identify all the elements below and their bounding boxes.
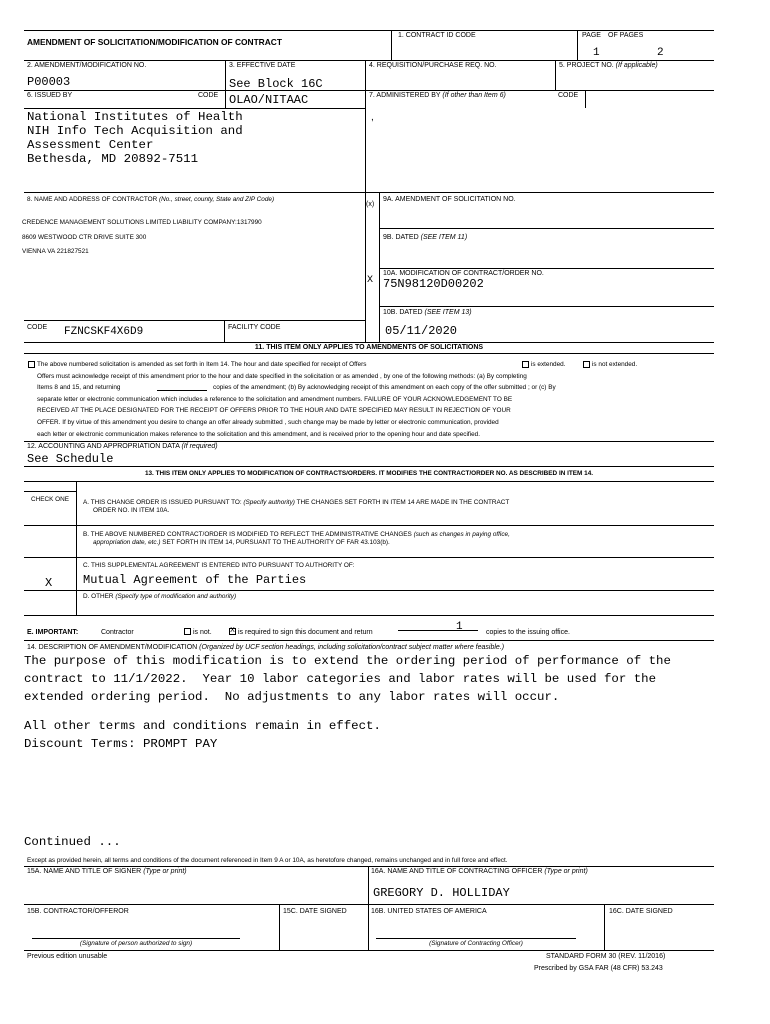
not-extended-checkbox[interactable]	[583, 361, 590, 368]
item-13d-line: D. OTHER (Specify type of modification and authority)	[83, 593, 237, 600]
contractor-name: CREDENCE MANAGEMENT SOLUTIONS LIMITED LIABILITY COMPANY:1317990	[22, 219, 262, 226]
item-13c-line: C. THIS SUPPLEMENTAL AGREEMENT IS ENTERED INTO PURSUANT TO AUTHORITY OF:	[83, 562, 355, 569]
is-not-label: is not.	[193, 629, 212, 636]
description-line	[24, 706, 671, 717]
item-11-line: separate letter or electronic communication which includes a reference to the solicitation and amendment numbers. FAILURE OF YOUR ACKNOWLEDGEMENT TO BE	[37, 396, 513, 403]
description-line: The purpose of this modification is to extend the ordering period of performance of the	[24, 654, 671, 668]
of-pages-label: OF PAGES	[608, 32, 644, 39]
item-11-line: Items 8 and 15, and returning	[37, 384, 121, 391]
item-12-label: 12. ACCOUNTING AND APPROPRIATION DATA (If required)	[27, 443, 218, 450]
officer-signature-caption: (Signature of Contracting Officer)	[429, 940, 523, 947]
total-pages: 2	[657, 47, 664, 59]
form-title: AMENDMENT OF SOLICITATION/MODIFICATION OF CONTRACT	[27, 37, 282, 47]
item-14-label: 14. DESCRIPTION OF AMENDMENT/MODIFICATION (Organized by UCF section headings, including solicitation/contract subject matter where feasible.)	[27, 644, 505, 651]
issuer-line: Bethesda, MD 20892-7511	[27, 152, 199, 166]
copies-to-office: copies to the issuing office.	[486, 629, 570, 636]
contractor-code-value: FZNCSKF4X6D9	[64, 326, 144, 338]
amendment-no-value: P00003	[27, 75, 71, 89]
important-contractor: Contractor	[101, 629, 134, 636]
block-10b-label: 10B. DATED (SEE ITEM 13)	[383, 309, 472, 316]
contractor-date-signed-label: 15C. DATE SIGNED	[283, 908, 347, 915]
block-9a-label: 9A. AMENDMENT OF SOLICITATION NO.	[383, 196, 516, 203]
page-label: PAGE	[582, 32, 601, 39]
previous-edition-note: Previous edition unusable	[27, 953, 108, 960]
effective-date-label: 3. EFFECTIVE DATE	[229, 62, 296, 69]
issued-code-value: OLAO/NITAAC	[229, 93, 309, 107]
prescribed-by-note: Prescribed by GSA FAR (48 CFR) 53.243	[534, 965, 663, 972]
item-13c-value: Mutual Agreement of the Parties	[83, 573, 307, 587]
page-number: 1	[593, 47, 600, 59]
item-11-line: each letter or electronic communication makes reference to the solicitation and this amendment, and is received prior to the opening hour and date specified.	[37, 431, 480, 438]
important-label: E. IMPORTANT:	[27, 629, 79, 636]
item-11-line: OFFER. If by virtue of this amendment you desire to change an offer already submitted , such change may be made by letter or electronic communication, provided	[37, 419, 499, 426]
description-line: Discount Terms: PROMPT PAY	[24, 737, 218, 751]
item-13-title: 13. THIS ITEM ONLY APPLIES TO MODIFICATION OF CONTRACTS/ORDERS. IT MODIFIES THE CONTRACT/ORDER NO. AS DESCRIBED IN ITEM 14.	[144, 470, 594, 477]
issuer-line: National Institutes of Health	[27, 110, 243, 124]
extended-checkbox[interactable]	[522, 361, 529, 368]
contractor-label: 8. NAME AND ADDRESS OF CONTRACTOR (No., street, county, State and ZIP Code)	[27, 196, 275, 203]
block-10a-label: 10A. MODIFICATION OF CONTRACT/ORDER NO.	[383, 270, 544, 277]
item-12-value: See Schedule	[27, 452, 114, 466]
item-13a-line: A. THIS CHANGE ORDER IS ISSUED PURSUANT TO: (Specify authority) THE CHANGES SET FORTH IN ITEM 14 ARE MADE IN THE CONTRACT	[83, 499, 510, 506]
item-11-line: RECEIVED AT THE PLACE DESIGNATED FOR THE RECEIPT OF OFFERS PRIOR TO THE HOUR AND DATE SPECIFIED MAY RESULT IN REJECTION OF YOUR	[37, 407, 511, 414]
contracting-officer-name: GREGORY D. HOLLIDAY	[373, 886, 510, 900]
item-11-line: Offers must acknowledge receipt of this amendment prior to the hour and date specified in the solicitation or as amended , by one of the following methods: (a) By completing	[37, 373, 527, 380]
officer-date-signed-label: 16C. DATE SIGNED	[609, 908, 673, 915]
description-line: All other terms and conditions remain in effect.	[24, 719, 381, 733]
item-13b-line: B. THE ABOVE NUMBERED CONTRACT/ORDER IS MODIFIED TO REFLECT THE ADMINISTRATIVE CHANGES (such as changes in paying office,	[83, 531, 510, 538]
issuer-address	[27, 110, 243, 166]
requisition-label: 4. REQUISITION/PURCHASE REQ. NO.	[369, 62, 497, 69]
item-13c-check: X	[45, 576, 53, 590]
is-required-mark: X	[230, 627, 235, 634]
extended-label: is extended.	[531, 361, 566, 368]
contractor-street: 8609 WESTWOOD CTR DRIVE SUITE 300	[22, 234, 147, 241]
administered-code-label: CODE	[558, 92, 579, 99]
amendment-no-label: 2. AMENDMENT/MODIFICATION NO.	[27, 62, 147, 69]
copies-count: 1	[456, 621, 463, 633]
united-states-label: 16B. UNITED STATES OF AMERICA	[371, 908, 487, 915]
description-line: extended ordering period. No adjustments to any labor rates will occur.	[24, 690, 560, 704]
block-10a-value: 75N98120D00202	[383, 277, 484, 291]
administered-by-label: 7. ADMINISTERED BY (If other than Item 6)	[369, 92, 506, 99]
contractor-code-label: CODE	[27, 324, 48, 331]
block-10b-value: 05/11/2020	[385, 324, 458, 338]
contractor-offeror-label: 15B. CONTRACTOR/OFFEROR	[27, 908, 129, 915]
except-statement: Except as provided herein, all terms and conditions of the document referenced in Item 9 A or 10A, as heretofore changed, remains unchanged and in full force and effect.	[27, 857, 508, 864]
issued-code-label: CODE	[198, 92, 219, 99]
item-13a-line: ORDER NO. IN ITEM 10A.	[93, 507, 170, 514]
administered-mark: ,	[371, 112, 374, 123]
is-not-checkbox[interactable]	[184, 628, 191, 635]
item-11-line: copies of the amendment; (b) By acknowledging receipt of this amendment on each copy of the offer submitted ; or (c) By	[213, 384, 556, 391]
item-11-title: 11. THIS ITEM ONLY APPLIES TO AMENDMENTS OF SOLICITATIONS	[254, 344, 484, 351]
block-10a-check: X	[367, 275, 374, 286]
contractor-signature-caption: (Signature of person authorized to sign)	[79, 940, 193, 947]
issuer-line: Assessment Center	[27, 138, 154, 152]
check-one-label: CHECK ONE	[31, 496, 69, 503]
x-column-header: (x)	[366, 201, 375, 208]
signer-name-label: 15A. NAME AND TITLE OF SIGNER (Type or print)	[27, 868, 187, 875]
continued-note: Continued ...	[24, 835, 121, 849]
block-9b-label: 9B. DATED (SEE ITEM 11)	[383, 234, 468, 241]
contractor-city: VIENNA VA 221827521	[22, 248, 89, 255]
standard-form-number: STANDARD FORM 30 (REV. 11/2016)	[546, 953, 666, 960]
item-13b-line: appropriation date, etc.) SET FORTH IN ITEM 14, PURSUANT TO THE AUTHORITY OF FAR 43.103(b).	[93, 539, 390, 546]
not-extended-label: is not extended.	[592, 361, 638, 368]
contract-id-label: 1. CONTRACT ID CODE	[398, 32, 476, 39]
contracting-officer-label: 16A. NAME AND TITLE OF CONTRACTING OFFICER (Type or print)	[371, 868, 588, 875]
project-no-label: 5. PROJECT NO. (If applicable)	[559, 62, 658, 69]
description-line: contract to 11/1/2022. Year 10 labor categories and labor rates will be used for the	[24, 672, 657, 686]
issued-by-label: 6. ISSUED BY	[27, 92, 73, 99]
facility-code-label: FACILITY CODE	[228, 324, 281, 331]
item-14-description	[24, 652, 671, 753]
effective-date-value: See Block 16C	[229, 77, 323, 91]
is-required-label: is required to sign this document and return	[238, 629, 373, 636]
solicitation-amended-checkbox[interactable]	[28, 361, 35, 368]
item-11-line: The above numbered solicitation is amended as set forth in Item 14. The hour and date specified for receipt of Offers	[37, 361, 367, 368]
issuer-line: NIH Info Tech Acquisition and	[27, 124, 243, 138]
